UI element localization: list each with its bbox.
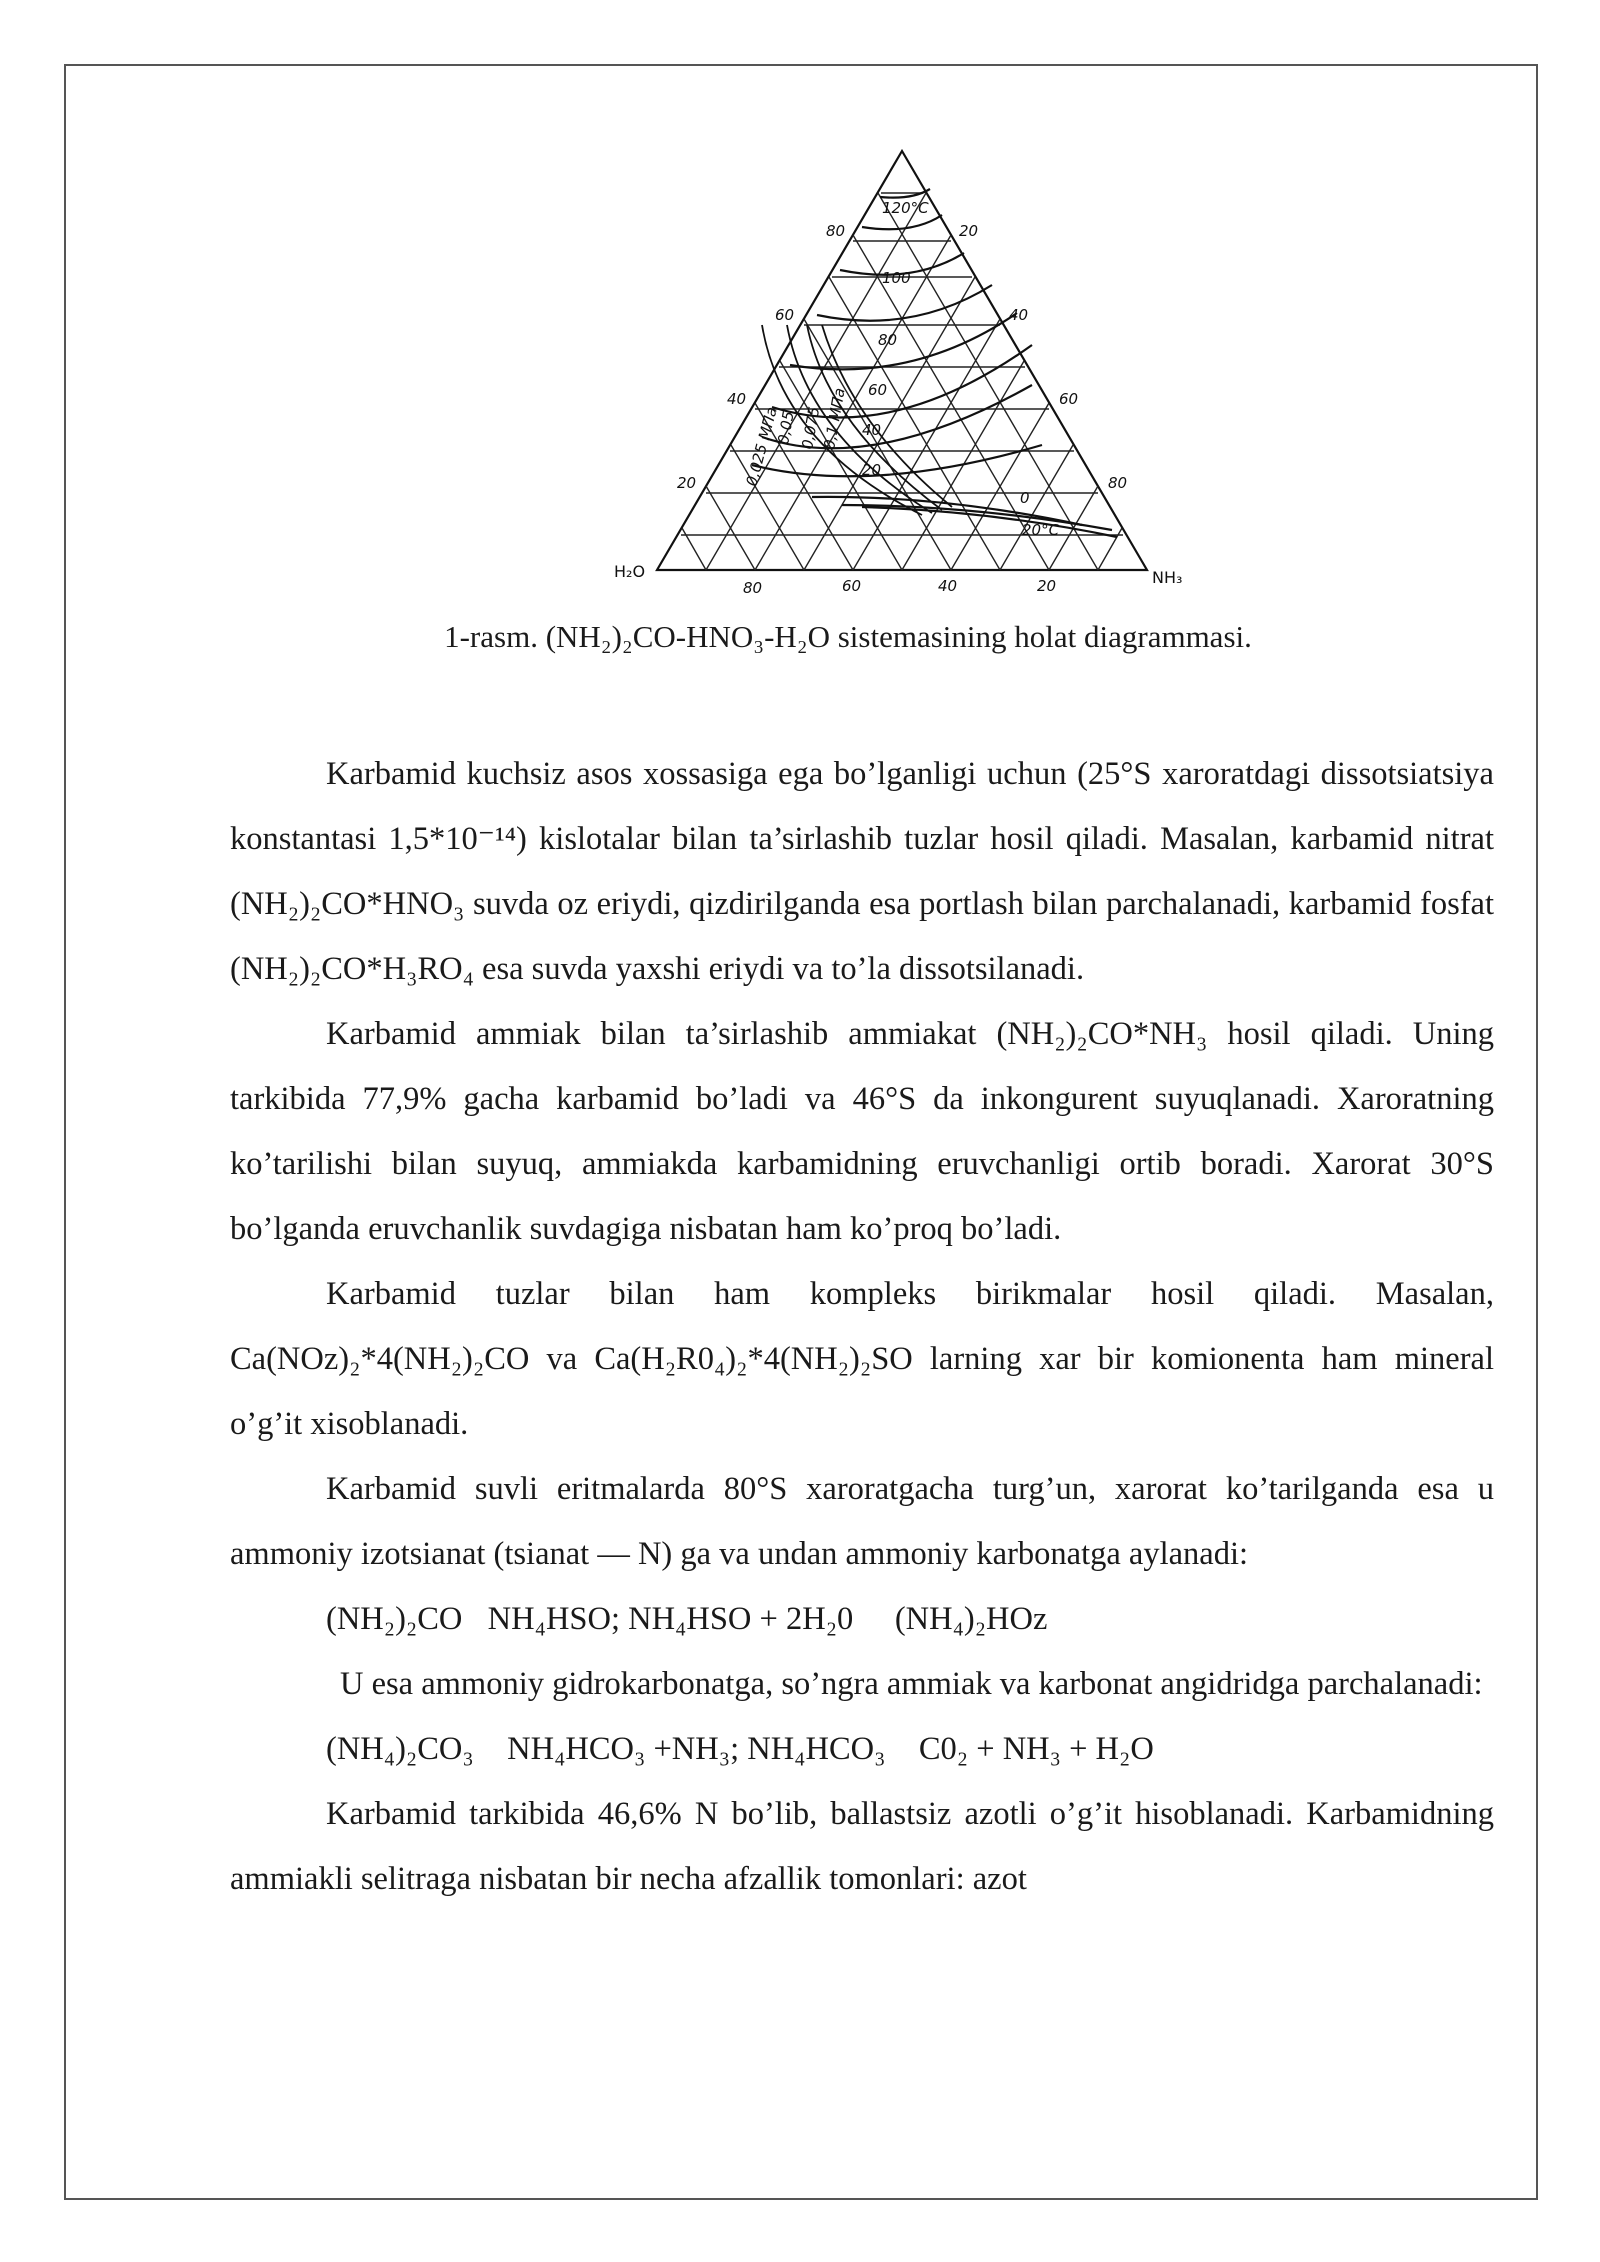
right-tick-40: 40 (1009, 306, 1029, 324)
temp-label-0: 0 (1020, 489, 1030, 507)
pressure-label-0075: 0,075 (798, 405, 824, 451)
temp-label-20: 20 (862, 461, 882, 479)
paragraph-1: Karbamid kuchsiz asos xossasiga ega bo’lganligi uchun (25°S xaroratdagi dissotsiatsiya konstantasi 1,5*10⁻¹⁴) kislotalar bilan ta’sirlashib tuzlar hosil qiladi. Masalan, karbamid nitrat (NH₂)₂CO*HNO₃ suvda oz eriydi, qizdirilganda esa portlash bilan parchalanadi, karbamid fosfat (NH₂)₂CO*H₃RO₄ esa suvda yaxshi eriydi va to’la dissotsilanadi. (230, 756, 1494, 987)
right-tick-20: 20 (959, 222, 979, 240)
temp-label-20c: 20°C (1022, 521, 1060, 539)
pressure-label-0025: 0,025 MПa (742, 405, 781, 489)
right-tick-80: 80 (1108, 474, 1128, 492)
left-tick-20: 20 (677, 474, 697, 492)
body-text (230, 742, 1494, 1912)
bottom-tick-20: 20 (1037, 577, 1057, 595)
vertex-label-ammonia: NH₃ (1152, 568, 1183, 587)
temp-label-40: 40 (862, 421, 882, 439)
temp-label-80: 80 (878, 331, 898, 349)
left-tick-60: 60 (775, 306, 795, 324)
equation-2: (NH₄)₂CO₃ 􀃆NH₄HCO₃ +NH₃; NH₄HCO₃􀃆 C0₂ + NH₃ + H₂O (326, 1731, 1154, 1767)
equation-1: (NH₂)₂CO􀃆NH₄HSO; NH₄HSO + 2H₂0 􀃆 (NH₄)₂HOz (326, 1601, 1048, 1637)
left-tick-80: 80 (826, 222, 846, 240)
bottom-tick-60: 60 (842, 577, 862, 595)
temp-label-100: 100 (882, 269, 911, 287)
temp-label-60: 60 (868, 381, 888, 399)
ternary-diagram-figure (612, 145, 1202, 595)
bottom-tick-80: 80 (743, 579, 763, 595)
ternary-diagram (612, 145, 1202, 595)
triangle-grid (681, 193, 1123, 570)
right-tick-60: 60 (1059, 390, 1079, 408)
paragraph-6: Karbamid tarkibida 46,6% N bo’lib, ballastsiz azotli o’g’it hisoblanadi. Karbamidning ammiakli selitraga nisbatan bir necha afzallik tomonlari: azot (230, 1796, 1494, 1897)
temp-label-120: 120°C (882, 199, 929, 217)
pressure-label-005: 0,05 (774, 409, 798, 446)
vertex-label-water: H₂O (614, 562, 646, 581)
paragraph-5: U esa ammoniy gidrokarbonatga, so’ngra ammiak va karbonat angidridga parchalanadi: (340, 1666, 1483, 1702)
paragraph-2: Karbamid ammiak bilan ta’sirlashib ammiakat (NH₂)₂CO*NH₃ hosil qiladi. Uning tarkibida 77,9% gacha karbamid bo’ladi va 46°S da inkongurent suyuqlanadi. Xaroratning ko’tarilishi bilan suyuq, ammiakda karbamidning eruvchanligi ortib boradi. Xarorat 30°S bo’lganda eruvchanlik suvdagiga nisbatan ham ko’proq bo’ladi. (230, 1016, 1494, 1247)
paragraph-4: Karbamid suvli eritmalarda 80°S xaroratgacha turg’un, xarorat ko’tarilganda esa u ammoniy izotsianat (tsianat — N) ga va undan ammoniy karbonatga aylanadi: (230, 1471, 1494, 1572)
pressure-label-01: 0,1 MПa (820, 386, 849, 451)
left-tick-40: 40 (727, 390, 747, 408)
paragraph-3: Karbamid tuzlar bilan ham kompleks birikmalar hosil qiladi. Masalan, Ca(NOz)₂*4(NH₂)₂CO va Ca(H₂R0₄)₂*4(NH₂)₂SO larning xar bir komionenta ham mineral o’g’it xisoblanadi. (230, 1276, 1494, 1442)
figure-caption: 1-rasm. (NH₂)₂CO-HNO₃-H₂O sistemasining holat diagrammasi. (444, 619, 1252, 654)
bottom-tick-40: 40 (938, 577, 958, 595)
